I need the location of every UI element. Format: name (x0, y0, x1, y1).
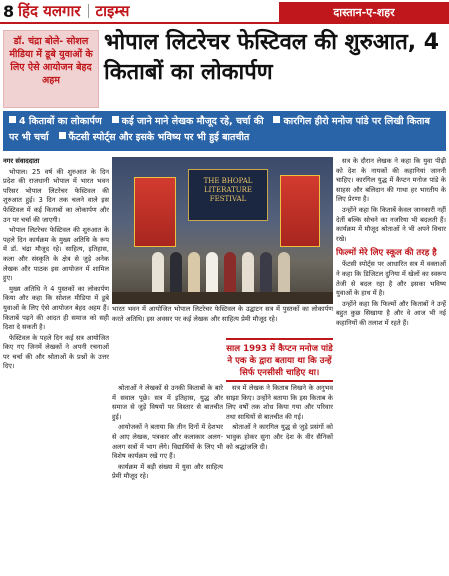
festival-banner-left (134, 177, 176, 247)
square-bullet-icon (112, 116, 119, 123)
pull-quote: साल 1993 में कैप्टन मनोज पांडे ने एक के द्वारा बताया था कि उन्हें सिर्फ एनसीसी चाहिए था। (226, 338, 333, 382)
person-figure (152, 252, 164, 296)
article-paragraph: भोपाल। 25 वर्ष की शुरुआत के दिन प्रदेश की राजधानी भोपाल में भारत भवन परिसर भोपाल लिटरेचर फेस्टिवल की शुरुआत हुई। 3 दिन तक चलने वाले इस फेस्टिवल में कई किताबों का लोकार्पण और उन पर चर्चा की जाएगी। (3, 167, 109, 224)
page-number: 8 (3, 1, 15, 21)
person-figure (278, 252, 290, 296)
article-paragraph: आयोजकों ने बताया कि तीन दिनों में देशभर से आए लेखक, पत्रकार और कलाकार अलग-अलग सत्रों में भाग लेंगे। विद्यार्थियों के लिए भी विशेष कार्यक्रम रखे गए हैं। (112, 423, 223, 461)
article-paragraph: भोपाल लिटरेचर फेस्टिवल की शुरुआत के पहले दिन कार्यक्रम के मुख्य अतिथि के रूप में डॉ. चंद्रा मौजूद रहे। साहित्य, इतिहास, कला और संस्कृति के क्षेत्र से जुड़े अनेक लेखक और पाठक इस आयोजन में शामिल हुए। (3, 226, 109, 283)
square-bullet-icon (9, 116, 16, 123)
square-bullet-icon (59, 132, 66, 139)
festival-banner-right (280, 175, 320, 247)
highlight-item: कई जाने माने लेखक मौजूद रहे, चर्चा की (112, 116, 264, 127)
brand-name-secondary: टाइम्स (95, 2, 130, 20)
article-paragraph: फेंटसी स्पोर्ट्स पर आधारित सत्र में वक्ताओं ने कहा कि डिजिटल दुनिया में खेलों का स्वरूप तेजी से बदल रहा है और इसका भविष्य युवाओं के हाथ में है। (336, 260, 446, 298)
masthead-brand-group (0, 0, 129, 22)
article-column-2 (112, 384, 223, 573)
highlights-strip (3, 111, 446, 151)
person-figure (224, 252, 236, 296)
stage-screen-text: THE BHOPAL LITERATURE FESTIVAL (203, 177, 253, 203)
byline: नगर संवाददाता (3, 157, 40, 165)
article-column-4 (336, 157, 446, 573)
article-paragraph: फेस्टिवल के पहले दिन कई सत्र आयोजित किए गए जिनमें लेखकों ने अपनी रचनाओं पर चर्चा की और श्रोताओं के प्रश्नों के उत्तर दिए। (3, 333, 109, 371)
brand-name: हिंद यलगार (18, 2, 81, 20)
stage-floor (112, 292, 333, 304)
photo-caption: भारत भवन में आयोजित भोपाल लिटरेचर फेस्टिवल के उद्घाटन सत्र में पुस्तकों का लोकार्पण करते अतिथि। इस अवसर पर कई लेखक और साहित्य प्रेमी मौजूद रहे। (112, 305, 333, 323)
person-figure (260, 252, 272, 296)
article-paragraph: मुख्य अतिथि ने 4 पुस्तकों का लोकार्पण किया और कहा कि सोशल मीडिया में डूबे युवाओं के लिए ऐसे आयोजन बेहद अहम हैं। किताबें पढ़ने की आदत ही समाज को सही दिशा दे सकती है। (3, 284, 109, 332)
article-paragraph: उन्होंने कहा कि किताबें केवल जानकारी नहीं देतीं बल्कि सोचने का नजरिया भी बदलती हैं। कार्यक्रम में मौजूद श्रोताओं ने भी अपने विचार रखे। (336, 205, 446, 243)
article-subhead: फिल्मों मेरे लिए स्कूल की तरह है (336, 248, 437, 259)
person-figure (188, 252, 200, 296)
article-paragraph: श्रोताओं ने कारगिल युद्ध से जुड़े प्रसंगों को भावुक होकर सुना और देश के वीर सैनिकों को श्रद्धांजलि दी। (226, 423, 333, 451)
highlight-item: 4 किताबों का लोकार्पण (9, 116, 102, 127)
article-paragraph: श्रोताओं ने लेखकों से उनकी किताबों के बारे में सवाल पूछे। सत्र में इतिहास, युद्ध और समाज से जुड़े विषयों पर विस्तार से बातचीत हुई। (112, 384, 223, 421)
event-photo (112, 157, 333, 304)
highlight-item: फैंटसी स्पोर्ट्स और इसके भविष्य पर भी हुई बातचीत (59, 132, 250, 143)
person-figure (242, 252, 254, 296)
article-column-1 (3, 157, 109, 573)
article-paragraph: उन्होंने कहा कि फिल्मों और किताबों ने उन्हें बहुत कुछ सिखाया है और वे आज भी नई कहानियों की तलाश में रहते हैं। (336, 299, 446, 327)
person-figure (170, 252, 182, 296)
article-paragraph: कार्यक्रम में बड़ी संख्या में युवा और साहित्य प्रेमी मौजूद रहे। (112, 462, 223, 481)
masthead (0, 0, 449, 24)
quote-sidebox: डॉ. चंद्रा बोले- सोशल मीडिया में डूबे युवाओं के लिए ऐसे आयोजन बेहद अहम (3, 30, 99, 108)
highlight-item: कारगिल हीरो मनोज पांडे पर लिखी किताब पर भी चर्चा (9, 116, 430, 143)
article-paragraph: सत्र में लेखक ने किताब लिखने के अनुभव साझा किए। उन्होंने बताया कि इस किताब के लिए वर्षों तक शोध किया गया और परिवार तथा साथियों से बातचीत की गई। (226, 384, 333, 421)
article-column-3 (226, 384, 333, 573)
section-tag: दास्तान-ए-शहर (279, 2, 449, 22)
article-paragraph: सत्र के दौरान लेखक ने कहा कि युवा पीढ़ी को देश के नायकों की कहानियां जाननी चाहिए। कारगिल युद्ध में कैप्टन मनोज पांडे के साहस और बलिदान की गाथा हर भारतीय के लिए प्रेरणा है। (336, 157, 446, 204)
brand-divider (88, 4, 89, 18)
page-headline: भोपाल लिटरेचर फेस्टिवल की शुरुआत, 4 किताबों का लोकार्पण (104, 30, 440, 85)
square-bullet-icon (273, 116, 280, 123)
person-figure (206, 252, 218, 296)
